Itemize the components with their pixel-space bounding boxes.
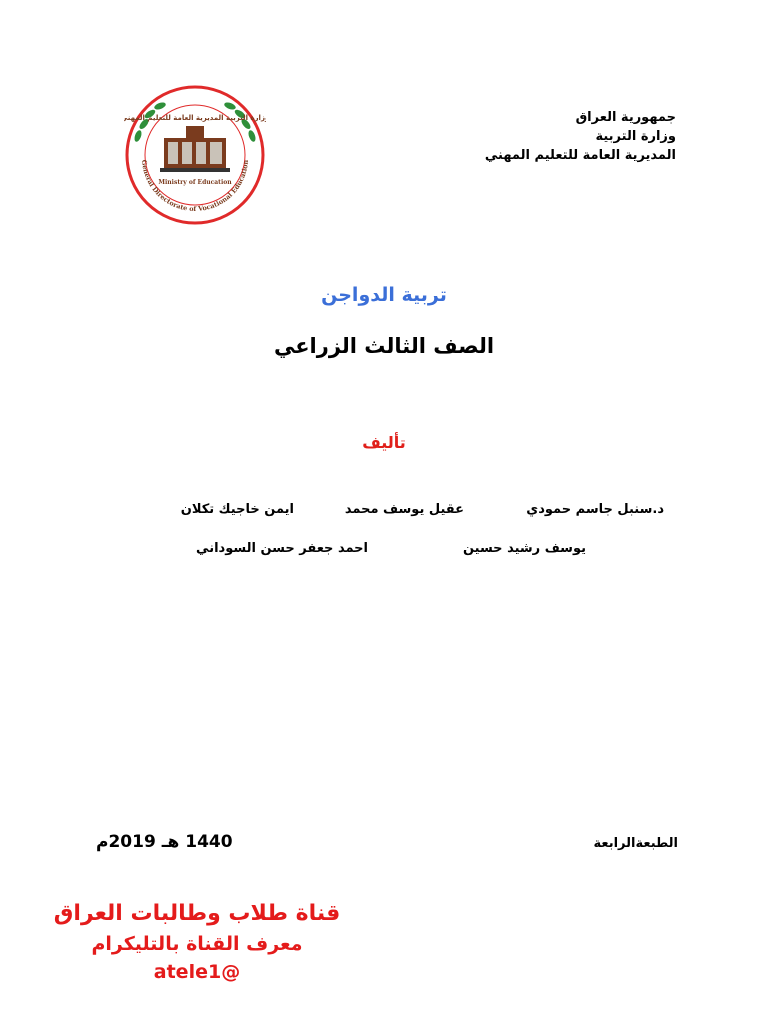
- author-name: عقيل يوسف محمد: [344, 502, 464, 517]
- subject-title: تربية الدواجن: [321, 284, 447, 306]
- author-name: ايمن خاجيك تكلان: [180, 502, 294, 517]
- header-directorate: المديرية العامة للتعليم المهني: [484, 148, 676, 163]
- logo-directorate-text: General Directorate of Vocational Education: [139, 159, 251, 214]
- header-ministry: وزارة التربية: [595, 129, 676, 144]
- author-name: احمد جعفر حسن السوداني: [196, 541, 368, 556]
- header-country: جمهورية العراق: [575, 110, 676, 125]
- channel-promo: [52, 898, 342, 986]
- grade-title: الصف الثالث الزراعي: [273, 334, 495, 358]
- edition-label: الطبعةالرابعة: [593, 836, 678, 851]
- promo-line-2: معرف القناة بالتليكرام @atele1: [91, 933, 303, 983]
- promo-line-1: قناة طلاب وطالبات العراق: [53, 901, 341, 926]
- issuer-header: [416, 108, 676, 165]
- author-name: يوسف رشيد حسين: [462, 541, 586, 556]
- logo-arabic-text: وزارة التربية المديرية العامة للتعليم المهني: [124, 114, 266, 122]
- author-name: د.سنبل جاسم حمودي: [526, 502, 664, 517]
- ministry-logo: [124, 84, 266, 226]
- logo-ministry-text: Ministry of Education: [158, 179, 232, 186]
- authored-label: تأليف: [362, 433, 406, 452]
- edition-year: 1440 هـ 2019م: [96, 832, 233, 852]
- ministry-seal-icon: [124, 84, 266, 226]
